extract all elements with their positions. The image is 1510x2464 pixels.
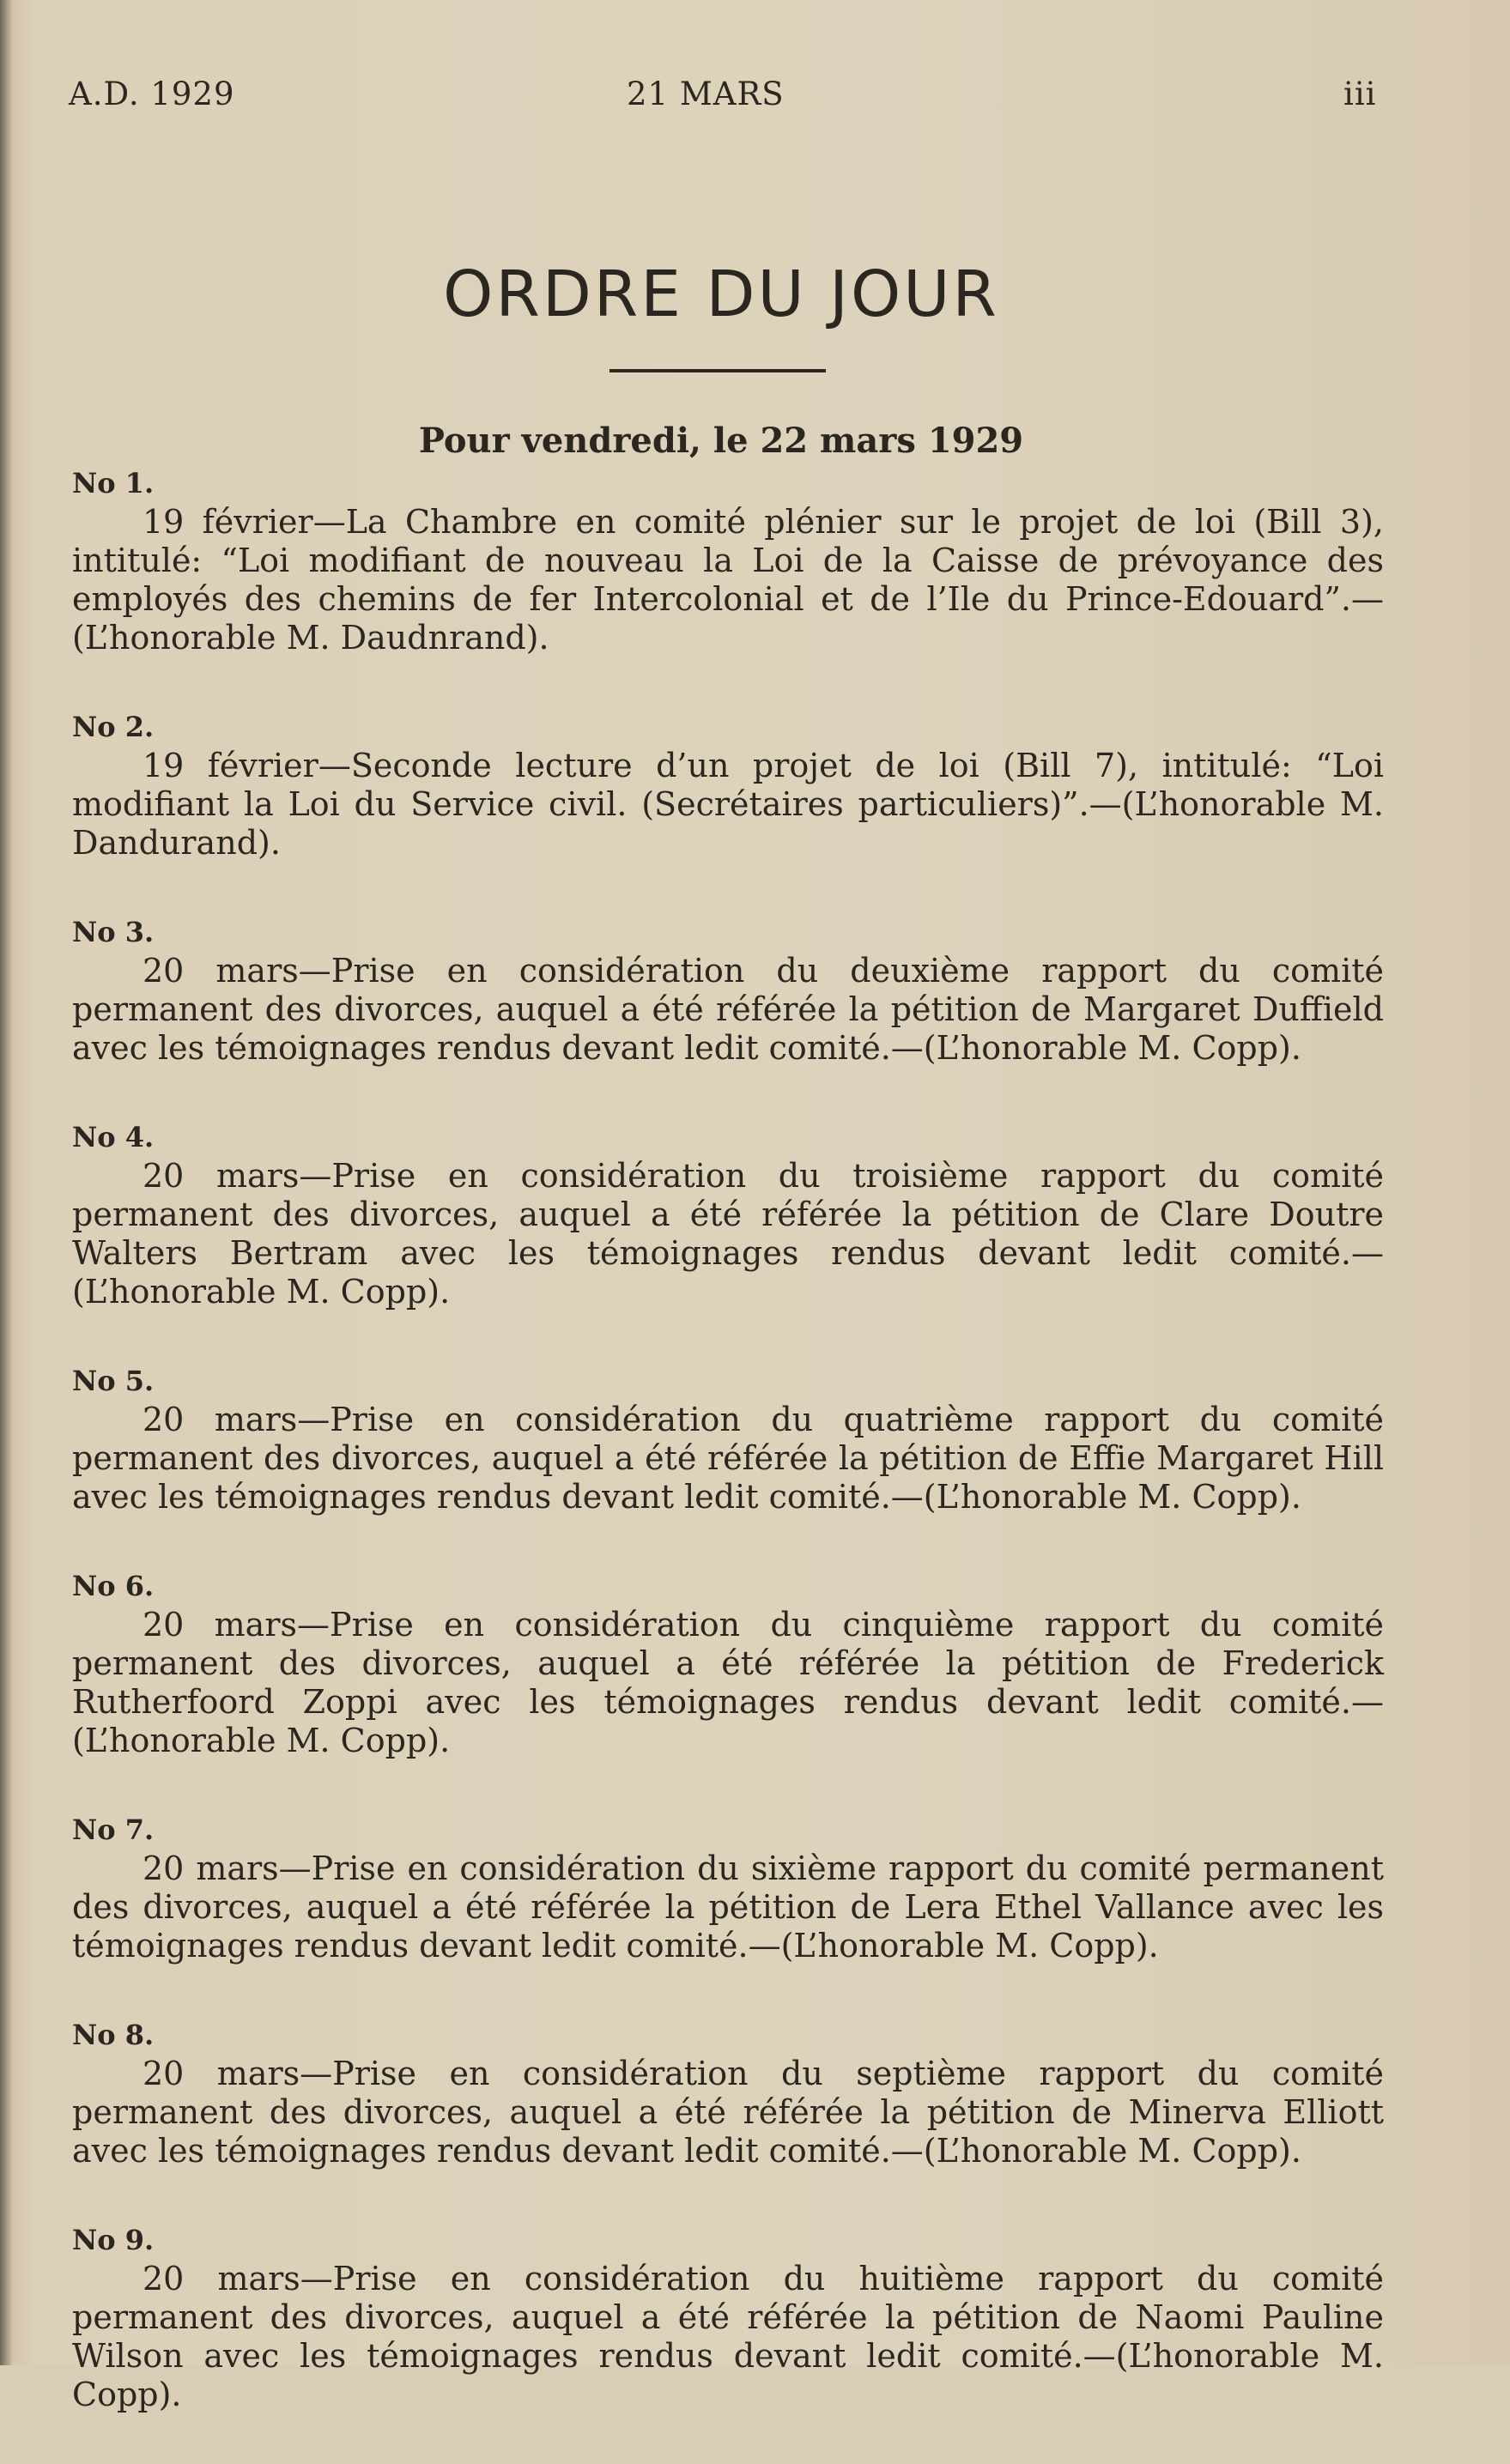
- agenda-item: [72, 912, 1384, 1068]
- header-page-number: iii: [1343, 76, 1377, 112]
- agenda-item: [72, 1361, 1384, 1517]
- agenda-item: [72, 463, 1384, 657]
- agenda-item: [72, 1117, 1384, 1311]
- page-header: [69, 76, 1377, 118]
- item-number: No 9.: [72, 2224, 155, 2256]
- document-subtitle: Pour vendredi, le 22 mars 1929: [418, 421, 1024, 461]
- item-number: No 4.: [72, 1121, 155, 1153]
- document-title: ORDRE DU JOUR: [443, 257, 999, 331]
- agenda-item: [72, 1810, 1384, 1965]
- agenda-item: [72, 2015, 1384, 2170]
- item-number: No 6.: [72, 1570, 155, 1602]
- item-text: 20 mars—Prise en considération du huitième rapport du comité permanent des divorces, auquel a été référée la pétition de Naomi Pauline Wilson avec les témoignages rendus devant ledit comité.—(L’honorable M. Copp).: [72, 2260, 1384, 2413]
- page-binding-edge: [0, 0, 12, 2365]
- item-number: No 7.: [72, 1813, 155, 1846]
- item-number: No 8.: [72, 2019, 155, 2051]
- item-number: No 5.: [72, 1365, 155, 1397]
- item-number: No 3.: [72, 916, 155, 948]
- item-number: No 1.: [72, 467, 155, 499]
- item-text: 20 mars—Prise en considération du deuxième rapport du comité permanent des divorces, auquel a été référée la pétition de Margaret Duffield avec les témoignages rendus devant ledit comité.—(L’honorable M. Copp).: [72, 952, 1384, 1067]
- item-text: 20 mars—Prise en considération du cinquième rapport du comité permanent des divorces, auquel a été référée la pétition de Frederick Rutherfoord Zoppi avec les témoignages rendus devant ledit comité.—(L’honorable M. Copp).: [72, 1606, 1384, 1759]
- item-text: 20 mars—Prise en considération du sixième rapport du comité permanent des divorces, auquel a été référée la pétition de Lera Ethel Vallance avec les témoignages rendus devant ledit comité.—(L’honorable M. Copp).: [72, 1850, 1384, 1965]
- header-year: A.D. 1929: [69, 76, 235, 112]
- item-text: 20 mars—Prise en considération du quatrième rapport du comité permanent des divorces, auquel a été référée la pétition de Effie Margaret Hill avec les témoignages rendus devant ledit comité.—(L’honorable M. Copp).: [72, 1401, 1384, 1516]
- item-text: 19 février—La Chambre en comité plénier sur le projet de loi (Bill 3), intitulé: “Loi modifiant de nouveau la Loi de la Caisse de prévoyance des employés des chemins de fer Intercolonial et de l’Ile du Prince-Edouard”.—(L’honorable M. Daudnrand).: [72, 503, 1384, 657]
- agenda-items: [72, 463, 1384, 2464]
- agenda-item: [72, 2220, 1384, 2414]
- item-text: 20 mars—Prise en considération du troisième rapport du comité permanent des divorces, auquel a été référée la pétition de Clare Doutre Walters Bertram avec les témoignages rendus devant ledit comité.—(L’honorable M. Copp).: [72, 1157, 1384, 1311]
- item-text: 20 mars—Prise en considération du septième rapport du comité permanent des divorces, auquel a été référée la pétition de Minerva Elliott avec les témoignages rendus devant ledit comité.—(L’honorable M. Copp).: [72, 2055, 1384, 2170]
- agenda-item: [72, 1566, 1384, 1760]
- header-date: 21 MARS: [627, 76, 785, 112]
- item-text: 19 février—Seconde lecture d’un projet de loi (Bill 7), intitulé: “Loi modifiant la Loi du Service civil. (Secrétaires particuliers)”.—(L’honorable M. Dandurand).: [72, 747, 1384, 862]
- agenda-item: [72, 707, 1384, 863]
- title-rule: [609, 369, 826, 372]
- item-number: No 2.: [72, 711, 155, 743]
